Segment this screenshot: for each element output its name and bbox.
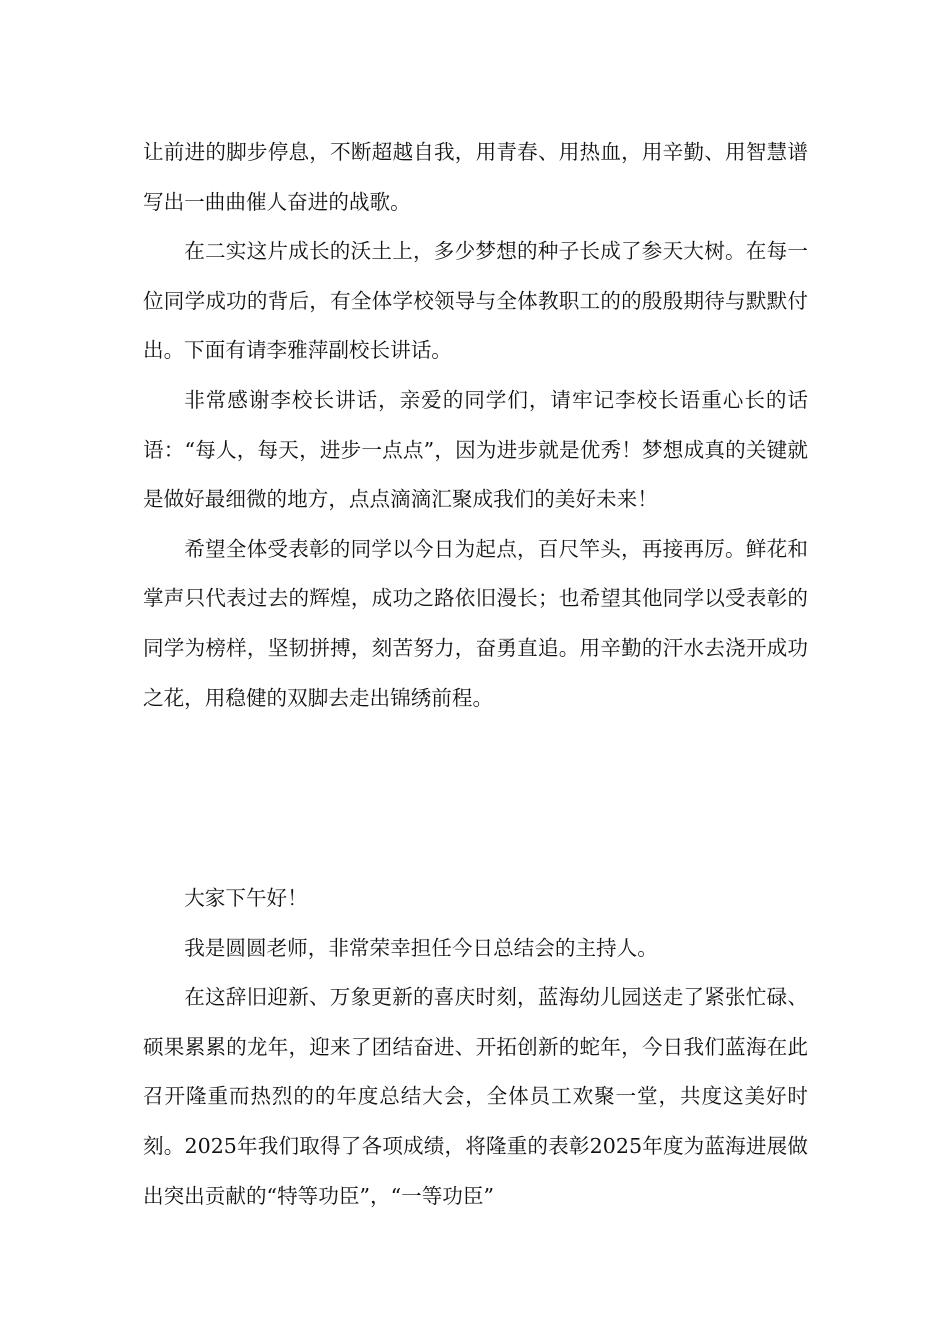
paragraph: 在二实这片成长的沃土上，多少梦想的种子长成了参天大树。在每一位同学成功的背后，有全体学校领导与全体教职工的的殷殷期待与默默付出。下面有请李雅萍副校长讲话。 [143, 239, 808, 363]
paragraph: 在这辞旧迎新、万象更新的喜庆时刻，蓝海幼儿园送走了紧张忙碌、硕果累累的龙年，迎来了团结奋进、开拓创新的蛇年，今日我们蓝海在此召开隆重而热烈的的年度总结大会，全体员工欢聚一堂，共度这美好时刻。2025年我们取得了各项成绩，将隆重的表彰2025年度为蓝海进展做出突出贡献的“特等功臣”，“一等功臣” [143, 985, 808, 1208]
paragraph: 非常感谢李校长讲话，亲爱的同学们，请牢记李校长语重心长的话语：“每人，每天，进步一点点”，因为进步就是优秀！梦想成真的关键就是做好最细微的地方，点点滴滴汇聚成我们的美好未来！ [143, 387, 808, 512]
greeting-paragraph: 大家下午好！ [184, 886, 308, 910]
speech-section-2 [143, 874, 808, 1221]
paragraph: 我是圆圆老师，非常荣幸担任今日总结会的主持人。 [184, 935, 658, 960]
paragraph: 希望全体受表彰的同学以今日为起点，百尺竿头，再接再厉。鲜花和掌声只代表过去的辉煌，成功之路依旧漫长；也希望其他同学以受表彰的同学为榜样，坚韧拼搏，刻苦努力，奋勇直追。用辛勤的汗水去浇开成功之花，用稳健的双脚去走出锦绣前程。 [143, 536, 808, 710]
speech-section-1 [143, 128, 808, 723]
paragraph: 让前进的脚步停息，不断超越自我，用青春、用热血，用辛勤、用智慧谱写出一曲曲催人奋进的战歌。 [143, 140, 808, 214]
